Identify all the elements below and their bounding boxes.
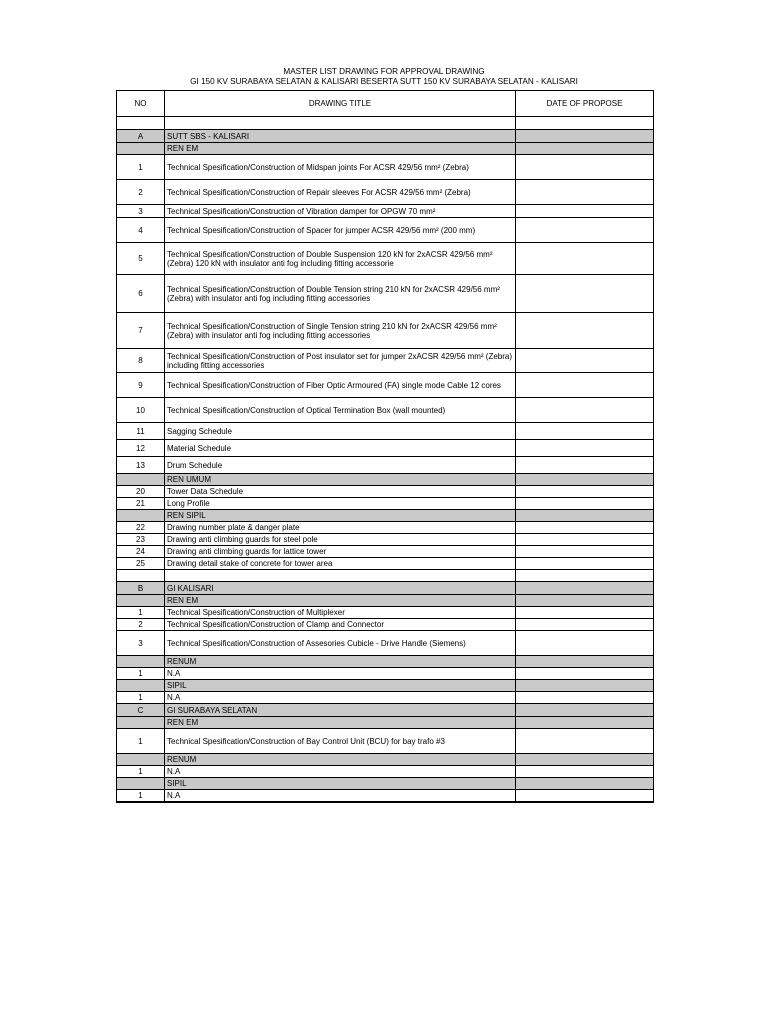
date-of-propose-cell — [516, 474, 654, 486]
document-subtitle: GI 150 KV SURABAYA SELATAN & KALISARI BESERTA SUTT 150 KV SURABAYA SELATAN - KALISARI — [190, 77, 578, 86]
date-of-propose-cell — [516, 790, 654, 802]
date-of-propose-cell — [516, 155, 654, 180]
date-of-propose-cell — [516, 704, 654, 717]
row-number: B — [117, 582, 165, 595]
drawing-title-cell: GI SURABAYA SELATAN — [165, 704, 516, 717]
row-number — [117, 680, 165, 692]
drawing-title-cell: Technical Spesification/Construction of Bay Control Unit (BCU) for bay trafo #3 — [165, 729, 516, 754]
date-of-propose-cell — [516, 656, 654, 668]
drawing-title-cell: Technical Spesification/Construction of Midspan joints For ACSR 429/56 mm² (Zebra) — [165, 155, 516, 180]
drawing-title-cell: REN UMUM — [165, 474, 516, 486]
row-number: 3 — [117, 205, 165, 218]
column-header-date-of-propose: DATE OF PROPOSE — [516, 91, 654, 117]
date-of-propose-cell — [516, 631, 654, 656]
date-of-propose-cell — [516, 275, 654, 313]
date-of-propose-cell — [516, 313, 654, 349]
drawing-title-cell: Technical Spesification/Construction of Clamp and Connector — [165, 619, 516, 631]
drawing-title-cell: Technical Spesification/Construction of Optical Termination Box (wall mounted) — [165, 398, 516, 423]
date-of-propose-cell — [516, 570, 654, 582]
date-of-propose-cell — [516, 558, 654, 570]
table-row — [117, 155, 654, 180]
row-number — [117, 656, 165, 668]
date-of-propose-cell — [516, 130, 654, 143]
row-number: 2 — [117, 180, 165, 205]
row-number: 24 — [117, 546, 165, 558]
column-header-no: NO — [117, 91, 165, 117]
drawing-title-cell: Technical Spesification/Construction of Vibration damper for OPGW 70 mm² — [165, 205, 516, 218]
drawing-title-cell: Drawing anti climbing guards for steel pole — [165, 534, 516, 546]
date-of-propose-cell — [516, 607, 654, 619]
date-of-propose-cell — [516, 510, 654, 522]
section-row — [117, 704, 654, 717]
subsection-row — [117, 680, 654, 692]
drawing-title-cell: Drum Schedule — [165, 457, 516, 474]
table-row — [117, 498, 654, 510]
drawing-title-cell — [165, 570, 516, 582]
drawing-title-cell: Long Profile — [165, 498, 516, 510]
date-of-propose-cell — [516, 218, 654, 243]
row-number: 10 — [117, 398, 165, 423]
date-of-propose-cell — [516, 180, 654, 205]
date-of-propose-cell — [516, 717, 654, 729]
drawing-title-cell: GI KALISARI — [165, 582, 516, 595]
master-list-table — [116, 90, 654, 803]
row-number: A — [117, 130, 165, 143]
drawing-title-cell: Technical Spesification/Construction of Single Tension string 210 kN for 2xACSR 429/56 mm² (Zebra) with insulator anti fog including fitting accessories — [165, 313, 516, 349]
blank-row — [117, 117, 654, 130]
row-number: 20 — [117, 486, 165, 498]
section-row — [117, 582, 654, 595]
row-number: 4 — [117, 218, 165, 243]
date-of-propose-cell — [516, 534, 654, 546]
drawing-title-cell: Technical Spesification/Construction of Repair sleeves For ACSR 429/56 mm² (Zebra) — [165, 180, 516, 205]
table-row — [117, 631, 654, 656]
table-row — [117, 729, 654, 754]
row-number — [117, 143, 165, 155]
blank-row — [117, 570, 654, 582]
drawing-title-cell: SIPIL — [165, 680, 516, 692]
table-row — [117, 558, 654, 570]
drawing-title-cell: Technical Spesification/Construction of Double Tension string 210 kN for 2xACSR 429/56 mm² (Zebra) with insulator anti fog including fitting accessories — [165, 275, 516, 313]
date-of-propose-cell — [516, 117, 654, 130]
row-number: 1 — [117, 729, 165, 754]
table-row — [117, 457, 654, 474]
date-of-propose-cell — [516, 754, 654, 766]
row-number — [117, 754, 165, 766]
table-row — [117, 790, 654, 802]
table-row — [117, 692, 654, 704]
table-row — [117, 313, 654, 349]
table-row — [117, 546, 654, 558]
date-of-propose-cell — [516, 486, 654, 498]
date-of-propose-cell — [516, 766, 654, 778]
drawing-title-cell: REN EM — [165, 143, 516, 155]
drawing-title-cell: Drawing detail stake of concrete for tower area — [165, 558, 516, 570]
drawing-title-cell: Drawing anti climbing guards for lattice tower — [165, 546, 516, 558]
table-row — [117, 423, 654, 440]
row-number: 1 — [117, 766, 165, 778]
row-number: 1 — [117, 155, 165, 180]
date-of-propose-cell — [516, 498, 654, 510]
row-number: 9 — [117, 373, 165, 398]
drawing-title-cell: RENUM — [165, 656, 516, 668]
date-of-propose-cell — [516, 619, 654, 631]
drawing-title-cell: Technical Spesification/Construction of Double Suspension 120 kN for 2xACSR 429/56 mm² (Zebra) 120 kN with insulator anti fog including fitting accessorie — [165, 243, 516, 275]
drawing-title-cell: Technical Spesification/Construction of Post insulator set for jumper 2xACSR 429/56 mm² (Zebra) including fitting accessories — [165, 349, 516, 373]
table-row — [117, 668, 654, 680]
date-of-propose-cell — [516, 205, 654, 218]
row-number: 7 — [117, 313, 165, 349]
row-number: C — [117, 704, 165, 717]
drawing-title-cell: Technical Spesification/Construction of Assesories Cubicle - Drive Handle (Siemens) — [165, 631, 516, 656]
subsection-row — [117, 778, 654, 790]
date-of-propose-cell — [516, 349, 654, 373]
date-of-propose-cell — [516, 143, 654, 155]
drawing-title-cell: RENUM — [165, 754, 516, 766]
date-of-propose-cell — [516, 243, 654, 275]
row-number: 6 — [117, 275, 165, 313]
column-header-drawing-title: DRAWING TITLE — [165, 91, 516, 117]
subsection-row — [117, 510, 654, 522]
drawing-title-cell: SUTT SBS - KALISARI — [165, 130, 516, 143]
date-of-propose-cell — [516, 423, 654, 440]
row-number — [117, 510, 165, 522]
table-row — [117, 534, 654, 546]
drawing-title-cell: REN EM — [165, 717, 516, 729]
row-number: 13 — [117, 457, 165, 474]
date-of-propose-cell — [516, 595, 654, 607]
date-of-propose-cell — [516, 729, 654, 754]
subsection-row — [117, 143, 654, 155]
drawing-title-cell: Technical Spesification/Construction of Fiber Optic Armoured (FA) single mode Cable 12 cores — [165, 373, 516, 398]
date-of-propose-cell — [516, 546, 654, 558]
drawing-title-cell: Drawing number plate & danger plate — [165, 522, 516, 534]
row-number — [117, 778, 165, 790]
table-row — [117, 180, 654, 205]
date-of-propose-cell — [516, 522, 654, 534]
row-number: 23 — [117, 534, 165, 546]
table-row — [117, 619, 654, 631]
table-row — [117, 275, 654, 313]
date-of-propose-cell — [516, 692, 654, 704]
table-row — [117, 205, 654, 218]
section-row — [117, 130, 654, 143]
drawing-title-cell — [165, 117, 516, 130]
row-number — [117, 117, 165, 130]
date-of-propose-cell — [516, 373, 654, 398]
row-number: 8 — [117, 349, 165, 373]
drawing-title-cell: N.A — [165, 766, 516, 778]
document-title: MASTER LIST DRAWING FOR APPROVAL DRAWING — [283, 67, 485, 76]
row-number — [117, 570, 165, 582]
table-row — [117, 218, 654, 243]
table-row — [117, 522, 654, 534]
date-of-propose-cell — [516, 680, 654, 692]
table-row — [117, 398, 654, 423]
date-of-propose-cell — [516, 582, 654, 595]
row-number: 1 — [117, 607, 165, 619]
table-row — [117, 440, 654, 457]
document-header — [0, 67, 768, 87]
subsection-row — [117, 474, 654, 486]
table-body — [117, 117, 654, 802]
date-of-propose-cell — [516, 440, 654, 457]
drawing-title-cell: Material Schedule — [165, 440, 516, 457]
row-number — [117, 595, 165, 607]
drawing-title-cell: SIPIL — [165, 778, 516, 790]
subsection-row — [117, 595, 654, 607]
drawing-title-cell: Technical Spesification/Construction of Spacer for jumper ACSR 429/56 mm² (200 mm) — [165, 218, 516, 243]
table-row — [117, 766, 654, 778]
row-number: 22 — [117, 522, 165, 534]
date-of-propose-cell — [516, 398, 654, 423]
drawing-title-cell: Technical Spesification/Construction of Multiplexer — [165, 607, 516, 619]
drawing-title-cell: REN EM — [165, 595, 516, 607]
row-number: 2 — [117, 619, 165, 631]
table-row — [117, 243, 654, 275]
table-row — [117, 349, 654, 373]
subsection-row — [117, 656, 654, 668]
row-number: 12 — [117, 440, 165, 457]
row-number: 1 — [117, 668, 165, 680]
row-number: 3 — [117, 631, 165, 656]
row-number: 11 — [117, 423, 165, 440]
table-row — [117, 486, 654, 498]
drawing-title-cell: REN SIPIL — [165, 510, 516, 522]
row-number: 21 — [117, 498, 165, 510]
table-row — [117, 373, 654, 398]
drawing-title-cell: N.A — [165, 668, 516, 680]
table-row — [117, 607, 654, 619]
date-of-propose-cell — [516, 778, 654, 790]
row-number — [117, 717, 165, 729]
row-number — [117, 474, 165, 486]
subsection-row — [117, 754, 654, 766]
subsection-row — [117, 717, 654, 729]
row-number: 1 — [117, 692, 165, 704]
drawing-title-cell: Tower Data Schedule — [165, 486, 516, 498]
drawing-title-cell: N.A — [165, 692, 516, 704]
drawing-title-cell: N.A — [165, 790, 516, 802]
table-header-row — [117, 91, 654, 117]
drawing-title-cell: Sagging Schedule — [165, 423, 516, 440]
date-of-propose-cell — [516, 668, 654, 680]
row-number: 5 — [117, 243, 165, 275]
row-number: 25 — [117, 558, 165, 570]
date-of-propose-cell — [516, 457, 654, 474]
row-number: 1 — [117, 790, 165, 802]
